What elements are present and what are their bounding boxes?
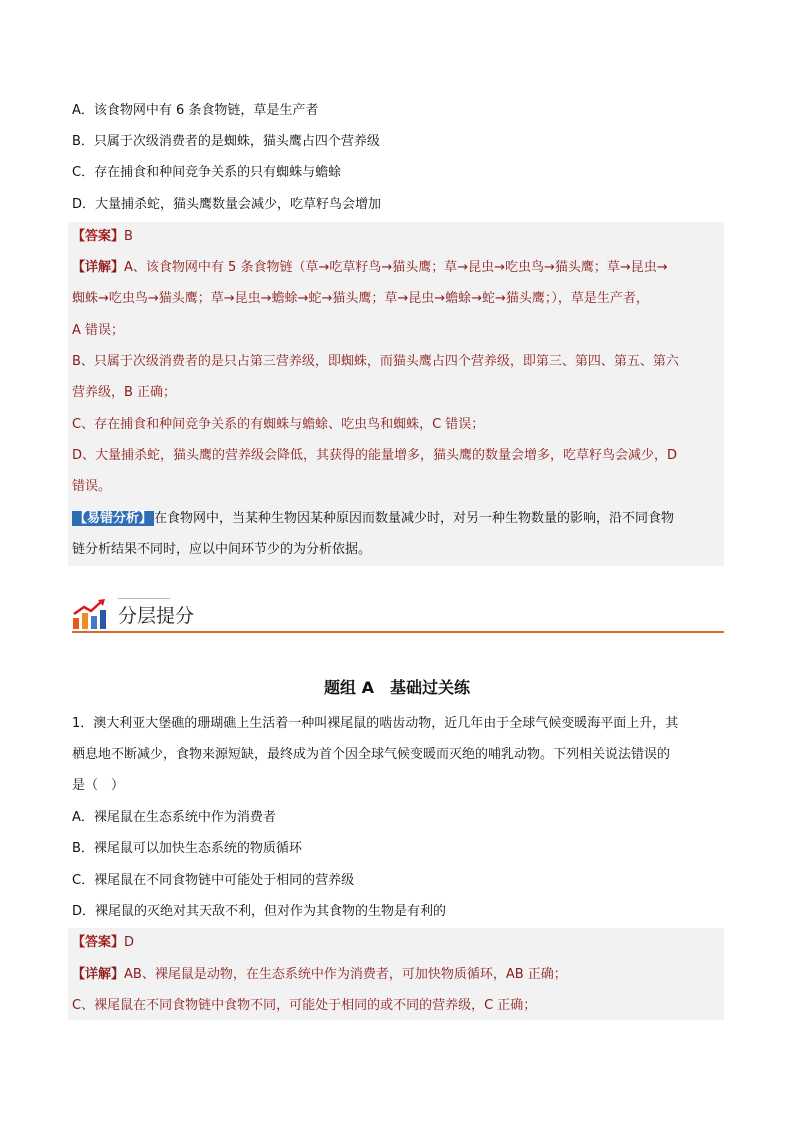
q1-option-d: D．裸尾鼠的灭绝对其天敌不利，但对作为其食物的生物是有利的	[72, 904, 447, 919]
section-rule	[72, 631, 724, 633]
q1-detail-text: AB、裸尾鼠是动物，在生态系统中作为消费者，可加快物质循环，AB 正确；	[124, 967, 567, 982]
bar-chart-growth-icon	[72, 598, 108, 630]
q1-detail-line-1	[72, 965, 567, 985]
q1-answer-tag: 【答案】	[72, 935, 125, 950]
q1-stem-1: 1．澳大利亚大堡礁的珊瑚礁上生活着一种叫裸尾鼠的啮齿动物，近几年由于全球气候变暖海平面上升，其	[72, 716, 679, 731]
detail-text: A、该食物网中有 5 条食物链（草→吃草籽鸟→猫头鹰；草→昆虫→吃虫鸟→猫头鹰；草→昆虫→	[124, 260, 668, 275]
q1-option-b: B．裸尾鼠可以加快生态系统的物质循环	[72, 841, 302, 856]
q1-detail-line-2: C、裸尾鼠在不同食物链中食物不同，可能处于相同的或不同的营养级，C 正确；	[72, 998, 537, 1013]
q1-option-c: C．裸尾鼠在不同食物链中可能处于相同的营养级	[72, 873, 355, 888]
error-analysis-text: 在食物网中，当某种生物因某种原因而数量减少时，对另一种生物数量的影响，沿不同食物	[154, 511, 675, 526]
option-c: C．存在捕食和种间竞争关系的只有蜘蛛与蟾蜍	[72, 165, 342, 180]
error-analysis-tag: 【易错分析】	[74, 511, 153, 526]
detail-tag: 【详解】	[72, 260, 125, 275]
q1-answer-line	[72, 933, 134, 953]
detail-line-5: 营养级，B 正确；	[72, 385, 177, 400]
q1-detail-tag: 【详解】	[72, 967, 125, 982]
section-overline	[118, 598, 170, 599]
q1-stem-3: 是（ ）	[72, 778, 125, 793]
q1-answer-value: D	[124, 935, 135, 950]
detail-line-4: B、只属于次级消费者的是只占第三营养级，即蜘蛛，而猫头鹰占四个营养级，即第三、第四、第五、第六	[72, 354, 679, 369]
detail-line-8: 错误。	[72, 479, 112, 494]
option-b: B．只属于次级消费者的是蜘蛛，猫头鹰占四个营养级	[72, 134, 380, 149]
detail-line-6: C、存在捕食和种间竞争关系的有蜘蛛与蟾蜍、吃虫鸟和蜘蛛，C 错误；	[72, 417, 485, 432]
group-title: 题组 A 基础过关练	[324, 678, 470, 697]
detail-line-3: A 错误；	[72, 323, 125, 338]
section-title: 分层提分	[118, 605, 195, 627]
detail-line-1	[72, 258, 668, 278]
answer-tag: 【答案】	[72, 229, 125, 244]
answer-value: B	[124, 229, 133, 244]
option-a: A．该食物网中有 6 条食物链，草是生产者	[72, 103, 319, 118]
option-d: D．大量捕杀蛇，猫头鹰数量会减少，吃草籽鸟会增加	[72, 197, 382, 212]
q1-option-a: A．裸尾鼠在生态系统中作为消费者	[72, 810, 276, 825]
answer-line	[72, 227, 133, 247]
detail-line-7: D、大量捕杀蛇，猫头鹰的营养级会降低，其获得的能量增多，猫头鹰的数量会增多，吃草籽鸟会减少，D	[72, 448, 678, 463]
q1-stem-2: 栖息地不断减少，食物来源短缺，最终成为首个因全球气候变暖而灭绝的哺乳动物。下列相关说法错误的	[72, 747, 671, 762]
error-analysis-line-2: 链分析结果不同时，应以中间环节少的为分析依据。	[72, 542, 372, 557]
error-analysis-line-1	[72, 509, 674, 529]
detail-line-2: 蜘蛛→吃虫鸟→猫头鹰；草→昆虫→蟾蜍→蛇→猫头鹰；草→昆虫→蟾蜍→蛇→猫头鹰；），草是生产者，	[72, 291, 649, 306]
